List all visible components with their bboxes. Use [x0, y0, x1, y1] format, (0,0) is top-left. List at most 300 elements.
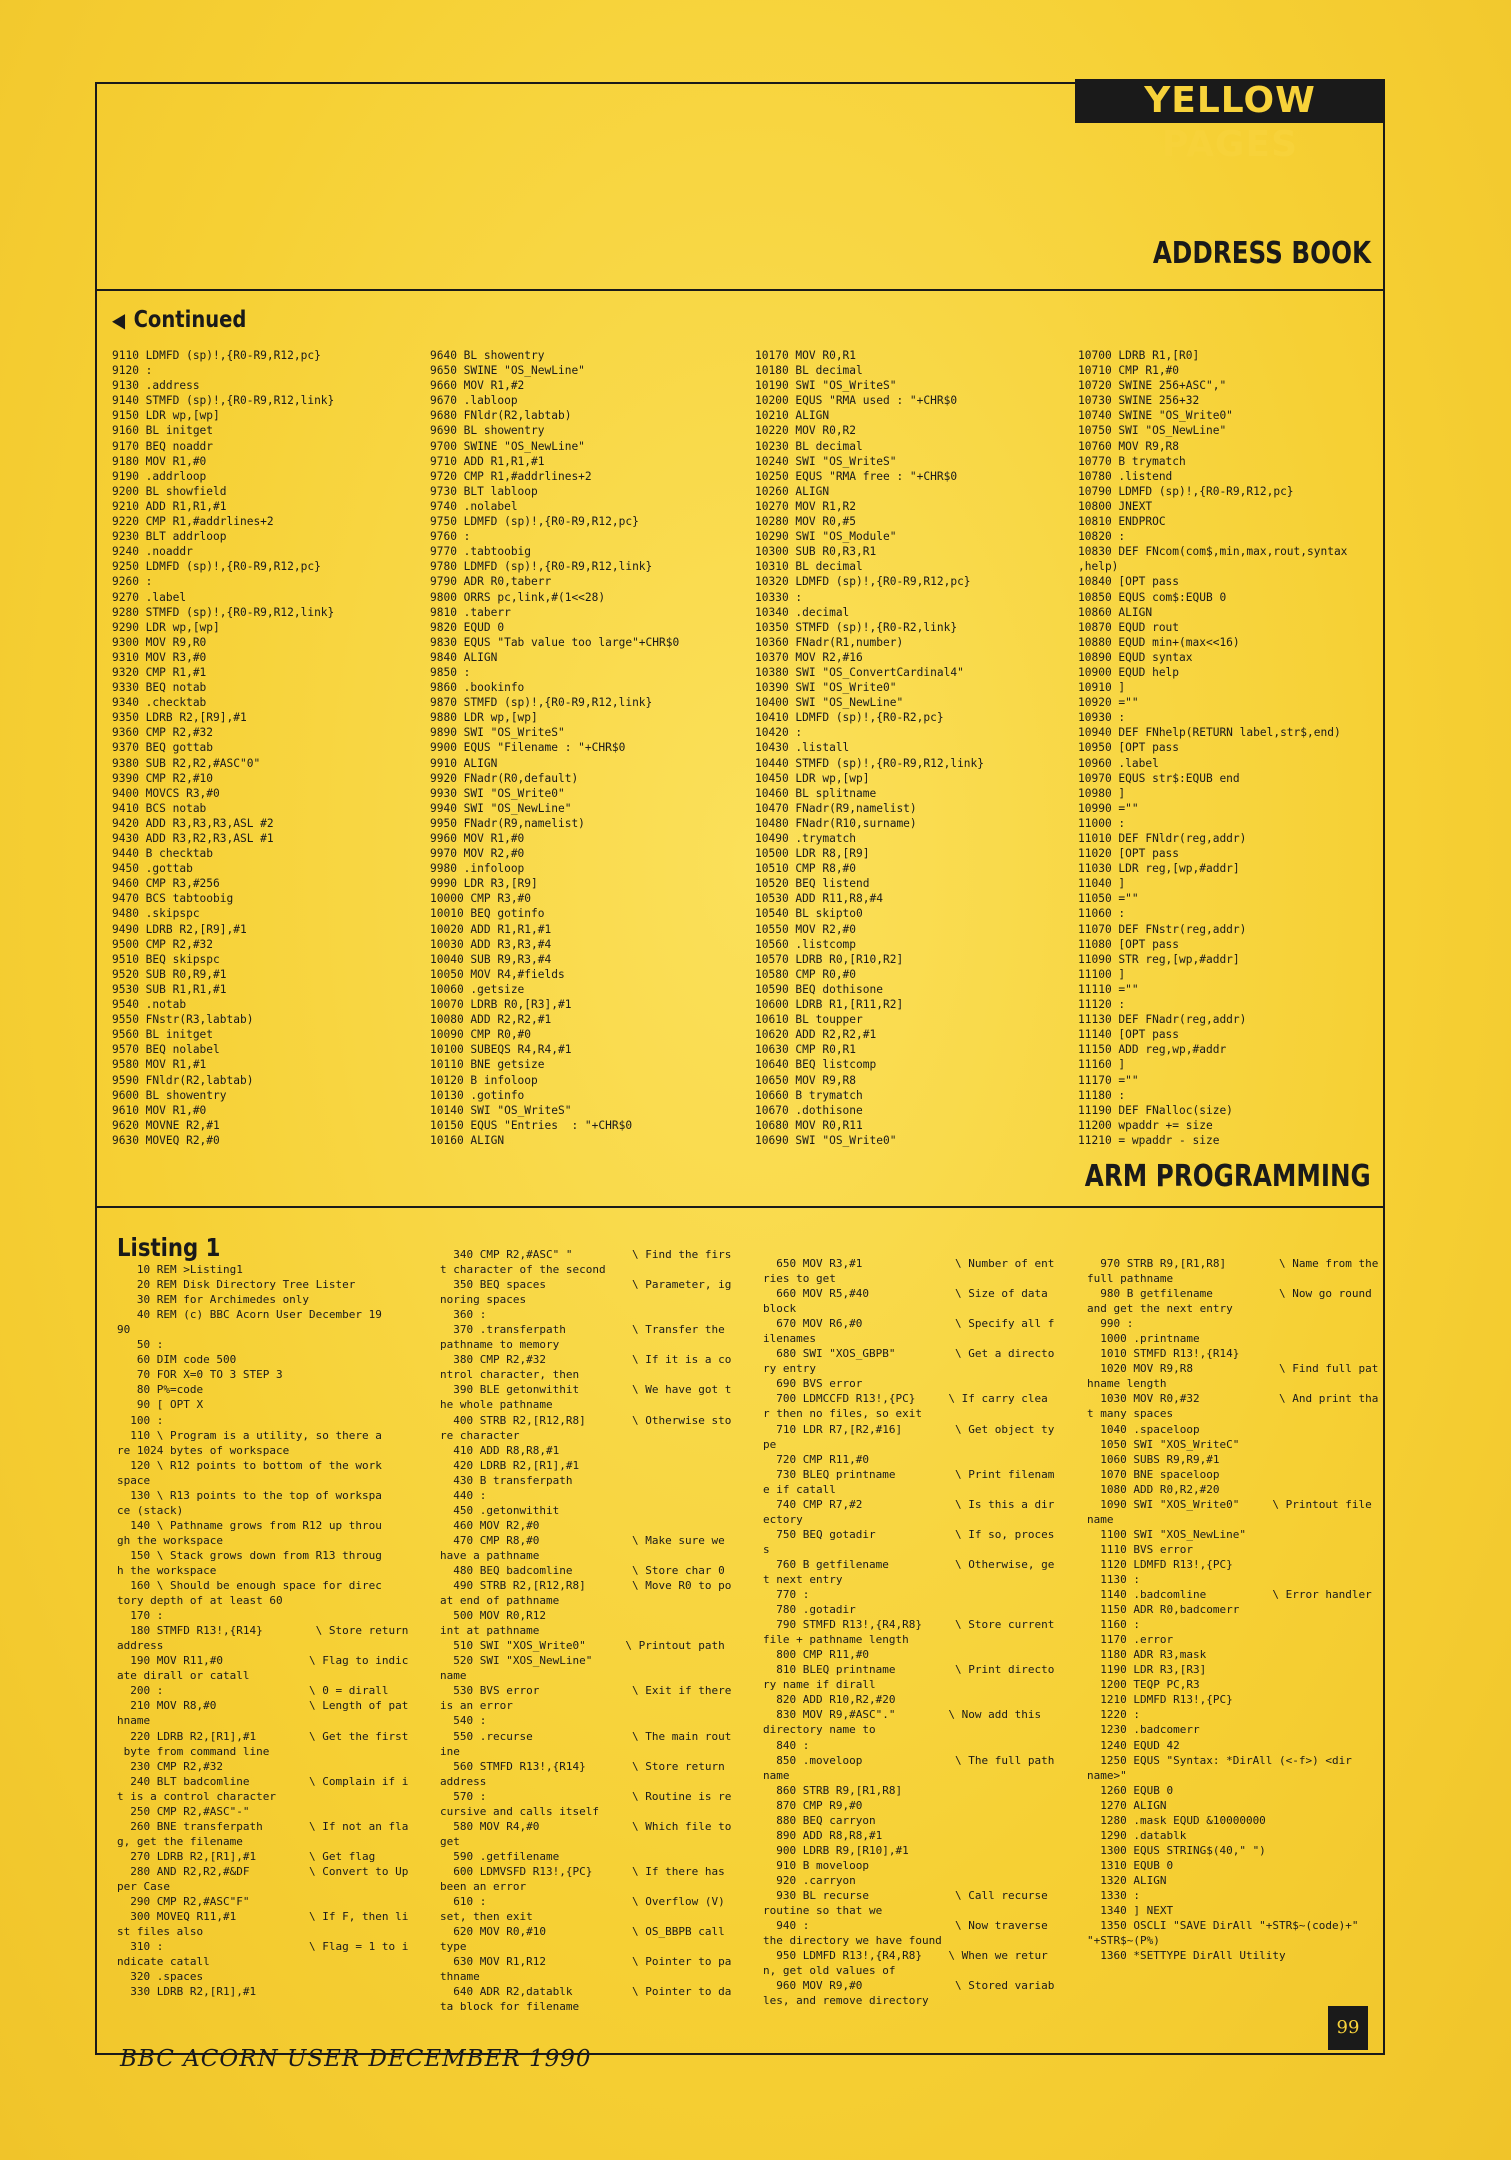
- listing-line: 520 SWI "XOS_NewLine": [440, 1654, 593, 1668]
- listing-line: full pathname: [1087, 1272, 1174, 1286]
- listing-line: 180 STMFD R13!,{R14} \ Store return: [117, 1624, 409, 1638]
- listing-line: 490 STRB R2,[R12,R8] \ Move R0 to po: [440, 1579, 732, 1593]
- listing-line: 830 MOV R9,#ASC"." \ Now add this: [763, 1708, 1042, 1722]
- code-line: 10810 ENDPROC: [1078, 515, 1166, 529]
- code-line: 9150 LDR wp,[wp]: [112, 409, 220, 423]
- code-line: 10400 SWI "OS_NewLine": [755, 696, 904, 710]
- listing-line: 420 LDRB R2,[R1],#1: [440, 1458, 580, 1472]
- listing-line: 1160 :: [1087, 1618, 1140, 1632]
- code-line: 9590 FNldr(R2,labtab): [112, 1073, 254, 1087]
- code-line: 10280 MOV R0,#5: [755, 515, 857, 529]
- listing-line: 940 : \ Now traverse: [763, 1919, 1048, 1933]
- listing-line: 1060 SUBS R9,R9,#1: [1087, 1452, 1220, 1466]
- listing-line: 1070 BNE spaceloop: [1087, 1467, 1220, 1481]
- code-line: 9370 BEQ gottab: [112, 741, 214, 755]
- code-line: 9520 SUB R0,R9,#1: [112, 967, 227, 981]
- code-column-2: [430, 348, 679, 1148]
- listing-line: 1100 SWI "XOS_NewLine": [1087, 1527, 1246, 1541]
- listing-line: set, then exit: [440, 1910, 533, 1924]
- listing-line: at end of pathname: [440, 1594, 560, 1608]
- code-line: 10560 .listcomp: [755, 937, 857, 951]
- code-line: 10790 LDMFD (sp)!,{R0-R9,R12,pc}: [1078, 484, 1294, 498]
- code-line: 10580 CMP R0,#0: [755, 967, 857, 981]
- listing-line: 1220 :: [1087, 1708, 1140, 1722]
- listing-line: n, get old values of: [763, 1964, 896, 1978]
- code-line: 9900 EQUS "Filename : "+CHR$0: [430, 741, 626, 755]
- header-divider: [95, 289, 1385, 291]
- listing-line: the directory we have found: [763, 1934, 942, 1948]
- code-line: 11080 [OPT pass: [1078, 937, 1180, 951]
- listing-line: ries to get: [763, 1272, 836, 1286]
- listing-line: 350 BEQ spaces \ Parameter, ig: [440, 1278, 732, 1292]
- code-line: 11050 ="": [1078, 892, 1139, 906]
- listing-line: thname: [440, 1970, 480, 1984]
- code-line: 10730 SWINE 256+32: [1078, 394, 1200, 408]
- listing-line: 290 CMP R2,#ASC"F": [117, 1895, 250, 1909]
- code-line: 10640 BEQ listcomp: [755, 1058, 877, 1072]
- code-line: 10750 SWI "OS_NewLine": [1078, 424, 1227, 438]
- listing-line: noring spaces: [440, 1293, 527, 1307]
- listing-line: 860 STRB R9,[R1,R8]: [763, 1783, 903, 1797]
- code-line: 10040 SUB R9,R3,#4: [430, 952, 552, 966]
- code-line: 9200 BL showfield: [112, 484, 227, 498]
- section-divider: [95, 1206, 1385, 1208]
- listing-line: name: [1087, 1512, 1114, 1526]
- listing-line: 320 .spaces: [117, 1970, 204, 1984]
- listing-line: pe: [763, 1437, 777, 1451]
- code-line: 10870 EQUD rout: [1078, 620, 1180, 634]
- code-line: 9160 BL initget: [112, 424, 214, 438]
- code-line: 10630 CMP R0,R1: [755, 1043, 857, 1057]
- code-line: 9120 :: [112, 364, 153, 378]
- code-line: 9210 ADD R1,R1,#1: [112, 499, 227, 513]
- code-line: 10600 LDRB R1,[R11,R2]: [755, 998, 904, 1012]
- code-line: 10030 ADD R3,R3,#4: [430, 937, 552, 951]
- code-line: 10890 EQUD syntax: [1078, 650, 1193, 664]
- code-line: 10140 SWI "OS_WriteS": [430, 1103, 572, 1117]
- listing-line: hname: [117, 1714, 151, 1728]
- code-line: 10980 ]: [1078, 786, 1126, 800]
- listing-line: 250 CMP R2,#ASC"-": [117, 1804, 250, 1818]
- listing-line: 840 :: [763, 1738, 810, 1752]
- listing-line: 870 CMP R9,#0: [763, 1798, 863, 1812]
- code-line: 9610 MOV R1,#0: [112, 1103, 207, 1117]
- listing-line: 540 :: [440, 1714, 487, 1728]
- listing-line: 1020 MOV R9,R8 \ Find full pat: [1087, 1362, 1379, 1376]
- listing-line: and get the next entry: [1087, 1302, 1233, 1316]
- listing-line: 650 MOV R3,#1 \ Number of ent: [763, 1257, 1055, 1270]
- code-line: 9710 ADD R1,R1,#1: [430, 454, 545, 468]
- code-line: 10850 EQUS com$:EQUB 0: [1078, 590, 1227, 604]
- code-line: 10050 MOV R4,#fields: [430, 967, 565, 981]
- listing-line: address: [117, 1639, 164, 1653]
- code-line: 10590 BEQ dothisone: [755, 982, 883, 996]
- code-line: 11150 ADD reg,wp,#addr: [1078, 1043, 1227, 1057]
- listing-line: 600 LDMVSFD R13!,{PC} \ If there has: [440, 1864, 725, 1878]
- code-line: 10060 .getsize: [430, 982, 525, 996]
- listing-line: 550 .recurse \ The main rout: [440, 1729, 732, 1743]
- code-line: 10530 ADD R11,R8,#4: [755, 892, 883, 906]
- code-line: 9550 FNstr(R3,labtab): [112, 1013, 254, 1027]
- code-line: 10220 MOV R0,R2: [755, 424, 857, 438]
- code-line: 9300 MOV R9,R0: [112, 635, 207, 649]
- listing-line: 680 SWI "XOS_GBPB" \ Get a directo: [763, 1347, 1055, 1361]
- listing-line: 1290 .datablk: [1087, 1828, 1187, 1842]
- listing-line: hname length: [1087, 1377, 1167, 1391]
- listing-line: t is a control character: [117, 1789, 276, 1803]
- code-line: 10710 CMP R1,#0: [1078, 364, 1180, 378]
- code-line: 10820 :: [1078, 530, 1126, 544]
- listing-line: 90: [117, 1323, 131, 1337]
- code-line: 9580 MOV R1,#1: [112, 1058, 207, 1072]
- code-line: 9440 B checktab: [112, 847, 214, 861]
- code-line: 10210 ALIGN: [755, 409, 830, 423]
- listing-line: 1210 LDMFD R13!,{PC}: [1087, 1693, 1233, 1707]
- listing-line: 440 :: [440, 1488, 487, 1502]
- code-line: 10070 LDRB R0,[R3],#1: [430, 998, 572, 1012]
- listing-line: 1200 TEQP PC,R3: [1087, 1678, 1200, 1692]
- listing-line: e if catall: [763, 1482, 836, 1496]
- section-tag: [1075, 79, 1385, 165]
- listing-line: ate dirall or catall: [117, 1669, 250, 1683]
- code-line: 9130 .address: [112, 379, 200, 393]
- listing-line: 1230 .badcomerr: [1087, 1723, 1200, 1737]
- page-number: 99: [1328, 2006, 1368, 2050]
- code-line: 9110 LDMFD (sp)!,{R0-R9,R12,pc}: [112, 349, 321, 362]
- code-line: 10200 EQUS "RMA used : "+CHR$0: [755, 394, 958, 408]
- listing-line: 590 .getfilename: [440, 1849, 560, 1863]
- code-line: 11190 DEF FNalloc(size): [1078, 1103, 1233, 1117]
- listing-line: 1140 .badcomline \ Error handler: [1087, 1588, 1372, 1602]
- code-line: 9680 FNldr(R2,labtab): [430, 409, 572, 423]
- code-line: 11110 ="": [1078, 982, 1139, 996]
- listing-line: 750 BEQ gotadir \ If so, proces: [763, 1527, 1055, 1541]
- arm-programming-heading: ARM PROGRAMMING: [1085, 1159, 1371, 1194]
- listing-line: 1030 MOV R0,#32 \ And print tha: [1087, 1392, 1379, 1406]
- listing-line: 1270 ALIGN: [1087, 1798, 1167, 1812]
- code-column-3: [755, 348, 984, 1148]
- code-line: 9390 CMP R2,#10: [112, 771, 214, 785]
- listing-line: [117, 1247, 408, 1262]
- listing-line: 560 STMFD R13!,{R14} \ Store return: [440, 1759, 725, 1773]
- code-line: 10620 ADD R2,R2,#1: [755, 1028, 877, 1042]
- code-line: 9500 CMP R2,#32: [112, 937, 214, 951]
- code-line: 9490 LDRB R2,[R9],#1: [112, 922, 247, 936]
- listing-line: 210 MOV R8,#0 \ Length of pat: [117, 1699, 409, 1713]
- code-line: 10550 MOV R2,#0: [755, 922, 857, 936]
- code-line: 9940 SWI "OS_NewLine": [430, 801, 572, 815]
- listing-line: int at pathname: [440, 1624, 540, 1638]
- code-line: 11010 DEF FNldr(reg,addr): [1078, 832, 1247, 845]
- code-line: 9910 ALIGN: [430, 756, 498, 770]
- listing-column-4: [1087, 1256, 1378, 1963]
- code-line: 10000 CMP R3,#0: [430, 892, 532, 906]
- listing-line: 270 LDRB R2,[R1],#1 \ Get flag: [117, 1849, 376, 1863]
- listing-line: 1190 LDR R3,[R3]: [1087, 1663, 1207, 1677]
- code-line: 10920 ="": [1078, 696, 1139, 710]
- listing-line: 30 REM for Archimedes only: [117, 1293, 310, 1307]
- code-line: 10440 STMFD (sp)!,{R0-R9,R12,link}: [755, 756, 985, 770]
- listing-line: 1170 .error: [1087, 1633, 1174, 1647]
- code-line: 10360 FNadr(R1,number): [755, 635, 904, 649]
- code-line: 9180 MOV R1,#0: [112, 454, 207, 468]
- listing-line: 1180 ADR R3,mask: [1087, 1648, 1207, 1662]
- listing-line: type: [440, 1940, 467, 1954]
- code-line: 9970 MOV R2,#0: [430, 847, 525, 861]
- code-line: 10930 :: [1078, 711, 1126, 725]
- code-line: 9700 SWINE "OS_NewLine": [430, 439, 585, 453]
- listing-line: 120 \ R12 points to bottom of the work: [117, 1458, 382, 1472]
- code-line: 9420 ADD R3,R3,R3,ASL #2: [112, 816, 274, 830]
- listing-line: 220 LDRB R2,[R1],#1 \ Get the first: [117, 1729, 409, 1743]
- code-line: 9190 .addrloop: [112, 469, 207, 483]
- code-line: 10230 BL decimal: [755, 439, 863, 453]
- code-line: 9280 STMFD (sp)!,{R0-R9,R12,link}: [112, 605, 335, 619]
- listing-line: 910 B moveloop: [763, 1858, 869, 1872]
- code-line: 10410 LDMFD (sp)!,{R0-R2,pc}: [755, 711, 944, 725]
- code-line: 10490 .trymatch: [755, 832, 857, 845]
- listing-line: 630 MOV R1,R12 \ Pointer to pa: [440, 1955, 732, 1969]
- listing-line: 470 CMP R8,#0 \ Make sure we: [440, 1533, 725, 1547]
- code-line: 9270 .label: [112, 590, 187, 604]
- code-line: 9750 LDMFD (sp)!,{R0-R9,R12,pc}: [430, 515, 639, 529]
- code-line: 10570 LDRB R0,[R10,R2]: [755, 952, 904, 966]
- code-line: 10450 LDR wp,[wp]: [755, 771, 870, 785]
- code-line: 10910 ]: [1078, 681, 1126, 695]
- code-line: 10610 BL toupper: [755, 1013, 863, 1027]
- code-line: 9320 CMP R1,#1: [112, 665, 207, 679]
- code-line: 9450 .gottab: [112, 862, 193, 876]
- code-line: 9720 CMP R1,#addrlines+2: [430, 469, 592, 483]
- code-line: 11030 LDR reg,[wp,#addr]: [1078, 862, 1240, 876]
- listing-line: ine: [440, 1744, 460, 1758]
- code-line: 9990 LDR R3,[R9]: [430, 877, 538, 891]
- code-line: 9460 CMP R3,#256: [112, 877, 220, 891]
- listing-line: 140 \ Pathname grows from R12 up throu: [117, 1518, 382, 1532]
- code-line: 9830 EQUS "Tab value too large"+CHR$0: [430, 635, 680, 649]
- code-line: 9920 FNadr(R0,default): [430, 771, 579, 785]
- listing-line: ectory: [763, 1512, 803, 1526]
- listing-line: 1300 EQUS STRING$(40," "): [1087, 1843, 1266, 1857]
- code-line: 9740 .nolabel: [430, 499, 518, 513]
- code-line: 11100 ]: [1078, 967, 1126, 981]
- listing-line: 700 LDMCCFD R13!,{PC} \ If carry clea: [763, 1392, 1048, 1406]
- code-line: 9240 .noaddr: [112, 545, 193, 559]
- listing-line: 880 BEQ carryon: [763, 1813, 876, 1827]
- code-line: 10970 EQUS str$:EQUB end: [1078, 771, 1240, 785]
- listing-line: 340 CMP R2,#ASC" " \ Find the firs: [440, 1248, 732, 1261]
- listing-line: address: [440, 1774, 487, 1788]
- code-line: 9560 BL initget: [112, 1028, 214, 1042]
- code-line: 9780 LDMFD (sp)!,{R0-R9,R12,link}: [430, 560, 653, 574]
- code-line: 11070 DEF FNstr(reg,addr): [1078, 922, 1247, 936]
- listing-line: ntrol character, then: [440, 1368, 580, 1382]
- listing-line: 360 :: [440, 1308, 487, 1322]
- code-line: 10340 .decimal: [755, 605, 850, 619]
- code-line: 11120 :: [1078, 998, 1126, 1012]
- code-line: 10540 BL skipto0: [755, 907, 863, 921]
- left-arrow-icon: ◀: [112, 308, 126, 332]
- listing-line: 960 MOV R9,#0 \ Stored variab: [763, 1979, 1055, 1993]
- listing-line: 1110 BVS error: [1087, 1542, 1193, 1556]
- listing-line: 70 FOR X=0 TO 3 STEP 3: [117, 1368, 283, 1382]
- listing-line: 620 MOV R0,#10 \ OS_BBPB call: [440, 1925, 725, 1939]
- code-line: 9510 BEQ skipspc: [112, 952, 220, 966]
- listing-line: 410 ADD R8,R8,#1: [440, 1443, 560, 1457]
- code-line: 9380 SUB R2,R2,#ASC"0": [112, 756, 261, 770]
- listing-line: directory name to: [763, 1723, 876, 1737]
- code-line: 9480 .skipspc: [112, 907, 200, 921]
- code-line: 9880 LDR wp,[wp]: [430, 711, 538, 725]
- code-line: 10960 .label: [1078, 756, 1159, 770]
- code-line: 10470 FNadr(R9,namelist): [755, 801, 917, 815]
- code-line: 10670 .dothisone: [755, 1103, 863, 1117]
- listing-line: 610 : \ Overflow (V): [440, 1895, 725, 1909]
- listing-line: 1360 *SETTYPE DirAll Utility: [1087, 1949, 1286, 1963]
- code-line: 10350 STMFD (sp)!,{R0-R2,link}: [755, 620, 958, 634]
- code-line: 9530 SUB R1,R1,#1: [112, 982, 227, 996]
- code-line: 10330 :: [755, 590, 803, 604]
- code-line: 9800 ORRS pc,link,#(1<<28): [430, 590, 606, 604]
- listing-line: 950 LDMFD R13!,{R4,R8} \ When we retur: [763, 1949, 1048, 1963]
- code-line: 10100 SUBEQS R4,R4,#1: [430, 1043, 572, 1057]
- listing-line: 720 CMP R11,#0: [763, 1452, 869, 1466]
- code-line: 9330 BEQ notab: [112, 681, 207, 695]
- code-line: 10110 BNE getsize: [430, 1058, 545, 1072]
- listing-line: les, and remove directory: [763, 1994, 929, 2008]
- code-line: 10500 LDR R8,[R9]: [755, 847, 870, 861]
- code-line: 10660 B trymatch: [755, 1088, 863, 1102]
- listing-line: 130 \ R13 points to the top of workspa: [117, 1488, 382, 1502]
- listing-line: 1250 EQUS "Syntax: *DirAll (<-f>) <dir: [1087, 1753, 1352, 1767]
- listing-line: get: [440, 1834, 460, 1848]
- code-line: 11040 ]: [1078, 877, 1126, 891]
- section-tag-label: YELLOW PAGES: [1144, 80, 1316, 165]
- code-line: 10370 MOV R2,#16: [755, 650, 863, 664]
- listing-line: 1000 .printname: [1087, 1332, 1200, 1346]
- code-line: 10760 MOV R9,R8: [1078, 439, 1180, 453]
- code-line: 10130 .gotinfo: [430, 1088, 525, 1102]
- listing-line: 820 ADD R10,R2,#20: [763, 1693, 896, 1707]
- listing-line: file + pathname length: [763, 1633, 909, 1647]
- code-line: 11170 ="": [1078, 1073, 1139, 1087]
- listing-line: 850 .moveloop \ The full path: [763, 1753, 1055, 1767]
- code-line: 9650 SWINE "OS_NewLine": [430, 364, 585, 378]
- code-line: 10120 B infoloop: [430, 1073, 538, 1087]
- listing-column-3: [763, 1256, 1054, 2008]
- code-line: 9660 MOV R1,#2: [430, 379, 525, 393]
- code-line: 9670 .labloop: [430, 394, 518, 408]
- code-line: 10160 ALIGN: [430, 1133, 505, 1147]
- code-line: 9770 .tabtoobig: [430, 545, 532, 559]
- code-line: 9170 BEQ noaddr: [112, 439, 214, 453]
- listing-column-2: [440, 1247, 731, 2014]
- listing-line: 10 REM >Listing1: [117, 1263, 243, 1277]
- listing-line: gh the workspace: [117, 1533, 223, 1547]
- code-line: 9980 .infoloop: [430, 862, 525, 876]
- listing-line: 1340 ] NEXT: [1087, 1904, 1174, 1918]
- listing-line: 690 BVS error: [763, 1377, 863, 1391]
- listing-line: re 1024 bytes of workspace: [117, 1443, 290, 1457]
- code-line: 9570 BEQ nolabel: [112, 1043, 220, 1057]
- listing-line: 740 CMP R7,#2 \ Is this a dir: [763, 1497, 1055, 1511]
- code-line: 10650 MOV R9,R8: [755, 1073, 857, 1087]
- code-line: 9840 ALIGN: [430, 650, 498, 664]
- listing-line: 970 STRB R9,[R1,R8] \ Name from the: [1087, 1257, 1379, 1270]
- listing-line: 1330 :: [1087, 1888, 1140, 1902]
- listing-line: 430 B transferpath: [440, 1473, 573, 1487]
- listing-line: 1150 ADR R0,badcomerr: [1087, 1603, 1240, 1617]
- listing-line: 1010 STMFD R13!,{R14}: [1087, 1347, 1240, 1361]
- listing-line: 1090 SWI "XOS_Write0" \ Printout file: [1087, 1497, 1372, 1511]
- code-line: 9540 .notab: [112, 998, 187, 1012]
- listing-line: ndicate catall: [117, 1955, 210, 1969]
- listing-line: 230 CMP R2,#32: [117, 1759, 223, 1773]
- code-line: 9760 :: [430, 530, 471, 544]
- listing-line: 200 : \ 0 = dirall: [117, 1684, 389, 1698]
- listing-line: "+STR$~(P%): [1087, 1934, 1160, 1948]
- code-line: 9810 .taberr: [430, 605, 511, 619]
- listing-line: 480 BEQ badcomline \ Store char 0: [440, 1563, 725, 1577]
- code-line: 10010 BEQ gotinfo: [430, 907, 545, 921]
- code-line: 10520 BEQ listend: [755, 877, 870, 891]
- listing-line: st files also: [117, 1925, 204, 1939]
- listing-line: 170 :: [117, 1609, 164, 1623]
- code-line: 9400 MOVCS R3,#0: [112, 786, 220, 800]
- listing-line: r then no files, so exit: [763, 1407, 922, 1421]
- code-line: 9230 BLT addrloop: [112, 530, 227, 544]
- code-line: 10020 ADD R1,R1,#1: [430, 922, 552, 936]
- code-line: 10170 MOV R0,R1: [755, 349, 857, 362]
- code-line: 10190 SWI "OS_WriteS": [755, 379, 897, 393]
- listing-line: 100 :: [117, 1413, 164, 1427]
- code-line: 10830 DEF FNcom(com$,min,max,rout,syntax: [1078, 545, 1348, 559]
- code-line: 9360 CMP R2,#32: [112, 726, 214, 740]
- code-line: 10320 LDMFD (sp)!,{R0-R9,R12,pc}: [755, 575, 971, 589]
- code-line: 10180 BL decimal: [755, 364, 863, 378]
- listing-line: 400 STRB R2,[R12,R8] \ Otherwise sto: [440, 1413, 732, 1427]
- listing-line: 1080 ADD R0,R2,#20: [1087, 1482, 1220, 1496]
- listing-column-1: [117, 1247, 408, 1999]
- code-line: 10460 BL splitname: [755, 786, 877, 800]
- code-line: 10690 SWI "OS_Write0": [755, 1133, 897, 1147]
- code-line: 9870 STMFD (sp)!,{R0-R9,R12,link}: [430, 696, 653, 710]
- listing-line: t character of the second: [440, 1263, 606, 1277]
- listing-line: 240 BLT badcomline \ Complain if i: [117, 1774, 409, 1788]
- page-footer: BBC ACORN USER DECEMBER 1990: [120, 2046, 592, 2072]
- listing-line: 370 .transferpath \ Transfer the: [440, 1323, 725, 1337]
- listing-line: space: [117, 1473, 151, 1487]
- listing-line: 380 CMP R2,#32 \ If it is a co: [440, 1353, 732, 1367]
- listing-line: name>": [1087, 1768, 1127, 1782]
- code-line: 10880 EQUD min+(max<<16): [1078, 635, 1240, 649]
- code-line: 10510 CMP R8,#0: [755, 862, 857, 876]
- code-line: 10310 BL decimal: [755, 560, 863, 574]
- listing-line: 500 MOV R0,R12: [440, 1609, 546, 1623]
- listing-line: cursive and calls itself: [440, 1804, 599, 1818]
- code-line: 9250 LDMFD (sp)!,{R0-R9,R12,pc}: [112, 560, 321, 574]
- listing-line: 640 ADR R2,datablk \ Pointer to da: [440, 1985, 732, 1999]
- code-line: 9630 MOVEQ R2,#0: [112, 1133, 220, 1147]
- code-line: 11000 :: [1078, 816, 1126, 830]
- listing-line: byte from command line: [117, 1744, 270, 1758]
- listing-line: 40 REM (c) BBC Acorn User December 19: [117, 1308, 382, 1322]
- listing-line: 770 :: [763, 1588, 810, 1602]
- code-line: 9890 SWI "OS_WriteS": [430, 726, 565, 740]
- code-line: 11210 = wpaddr - size: [1078, 1133, 1220, 1147]
- listing-line: 660 MOV R5,#40 \ Size of data: [763, 1287, 1048, 1301]
- listing-line: 330 LDRB R2,[R1],#1: [117, 1985, 257, 1999]
